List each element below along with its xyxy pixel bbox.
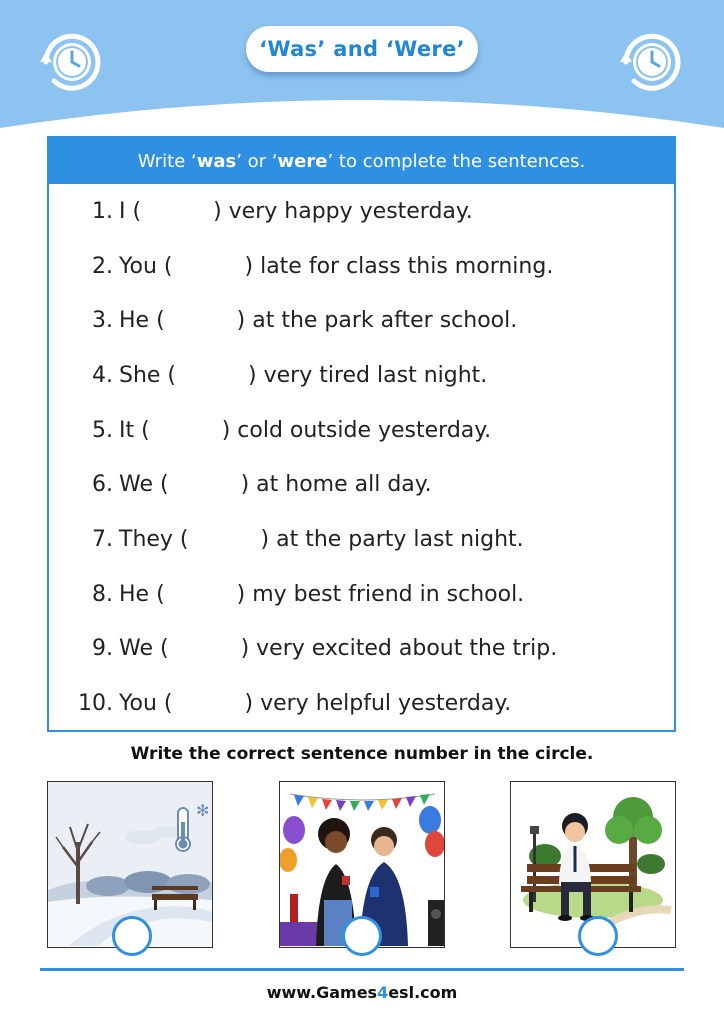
sentence-row (49, 192, 674, 232)
answer-circle[interactable] (112, 916, 152, 956)
instruction-keyword-was: was (196, 150, 237, 172)
matching-instruction: Write the correct sentence number in the circle. (130, 744, 594, 764)
footer-website[interactable] (0, 983, 724, 1002)
sentence-number: 10. (78, 691, 113, 716)
sentence-number: 2. (92, 254, 113, 279)
worksheet-title: ‘Was’ and ‘Were’ (246, 26, 478, 72)
sentence-row (49, 465, 674, 505)
sentence-end: ) late for class this morning. (244, 254, 554, 279)
footer-site-accent: 4 (377, 983, 389, 1002)
sentence-number: 5. (92, 418, 113, 443)
sentence-end: ) cold outside yesterday. (221, 418, 492, 443)
sentence-end: ) very helpful yesterday. (244, 691, 512, 716)
sentence-start: We ( (119, 472, 169, 497)
exercise-instruction (49, 138, 674, 184)
exercise-panel (47, 136, 676, 732)
sentence-number: 9. (92, 636, 113, 661)
sentence-end: ) very happy yesterday. (213, 199, 473, 224)
sentence-number: 3. (92, 308, 113, 333)
sentence-start: I ( (119, 199, 142, 224)
instruction-keyword-were: were (277, 150, 328, 172)
sentence-start: We ( (119, 636, 169, 661)
sentence-row (49, 301, 674, 341)
answer-circle[interactable] (342, 916, 382, 956)
instruction-part: ’ or ‘ (236, 150, 278, 172)
clock-rewind-icon (32, 22, 112, 102)
clock-rewind-icon (612, 22, 692, 102)
sentence-row (49, 520, 674, 560)
sentence-number: 6. (92, 472, 113, 497)
sentence-end: ) very tired last night. (248, 363, 488, 388)
footer-site-prefix: www.Games (266, 983, 378, 1002)
sentence-start: He ( (119, 308, 165, 333)
sentence-number: 1. (92, 199, 113, 224)
sentence-row (49, 575, 674, 615)
sentence-row (49, 411, 674, 451)
sentence-start: You ( (119, 254, 173, 279)
answer-circle[interactable] (578, 916, 618, 956)
svg-text:✻: ✻ (196, 801, 210, 820)
sentence-row (49, 629, 674, 669)
sentence-start: He ( (119, 582, 165, 607)
sentence-number: 7. (92, 527, 113, 552)
sentence-row (49, 684, 674, 724)
sentence-end: ) very excited about the trip. (240, 636, 558, 661)
sentence-row (49, 356, 674, 396)
sentence-start: She ( (119, 363, 177, 388)
sentence-row (49, 247, 674, 287)
instruction-part: Write ‘ (137, 150, 197, 172)
sentence-start: It ( (119, 418, 150, 443)
sentence-end: ) my best friend in school. (236, 582, 525, 607)
sentence-start: You ( (119, 691, 173, 716)
sentence-end: ) at the party last night. (260, 527, 524, 552)
footer-divider (40, 968, 684, 971)
sentence-end: ) at the park after school. (236, 308, 518, 333)
footer-site-suffix: esl.com (388, 983, 458, 1002)
sentence-start: They ( (119, 527, 189, 552)
instruction-part: ’ to complete the sentences. (327, 150, 586, 172)
sentence-end: ) at home all day. (240, 472, 432, 497)
sentence-number: 4. (92, 363, 113, 388)
sentence-number: 8. (92, 582, 113, 607)
